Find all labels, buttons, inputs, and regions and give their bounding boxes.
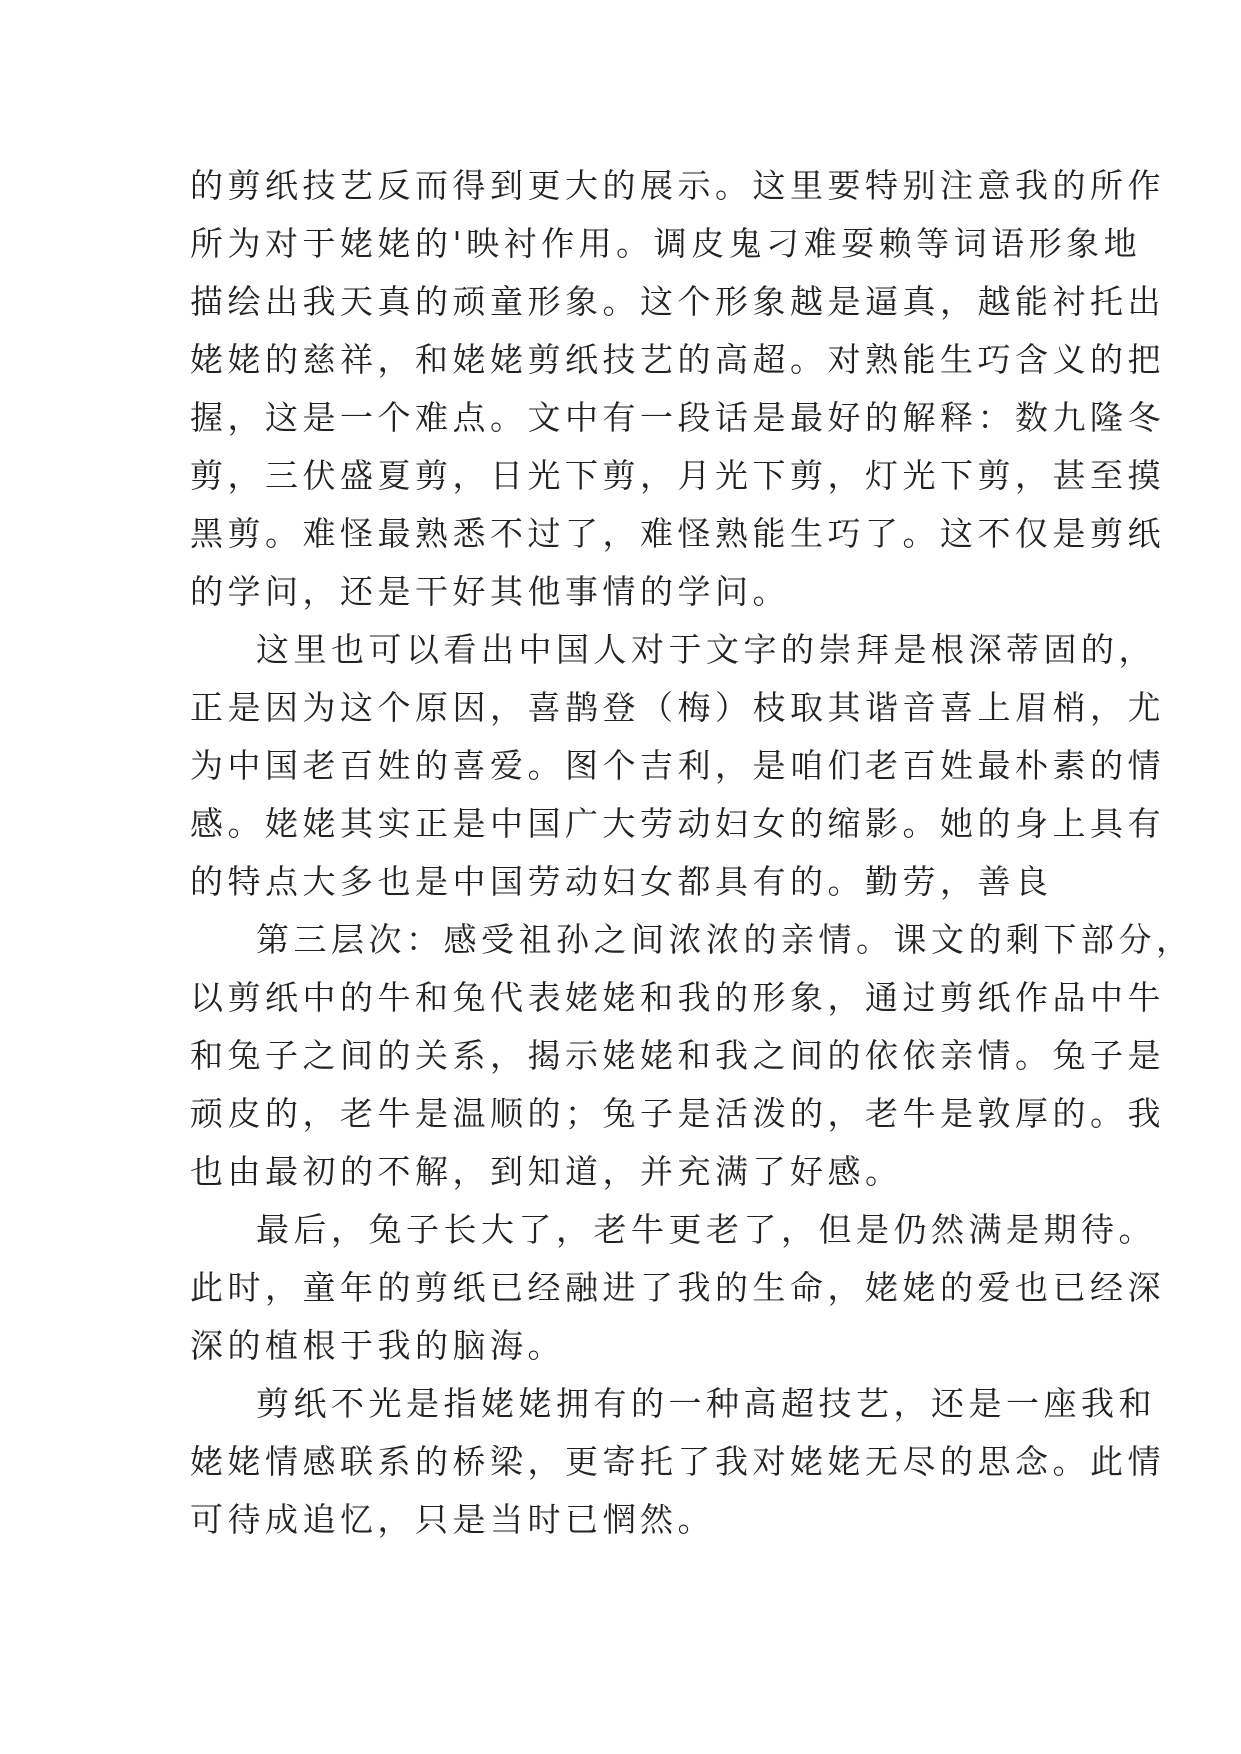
text-line: 握，这是一个难点。文中有一段话是最好的解释：数九隆冬 <box>190 398 1165 437</box>
text-line: 姥姥的慈祥，和姥姥剪纸技艺的高超。对熟能生巧含义的把 <box>190 340 1165 379</box>
text-line: 为中国老百姓的喜爱。图个吉利，是咱们老百姓最朴素的情 <box>190 746 1165 785</box>
text-line: 此时，童年的剪纸已经融进了我的生命，姥姥的爱也已经深 <box>190 1268 1165 1307</box>
paragraph-first-line: 这里也可以看出中国人对于文字的崇拜是根深蒂固的， <box>256 630 1156 669</box>
text-line: 正是因为这个原因，喜鹊登（梅）枝取其谐音喜上眉梢，尤 <box>190 688 1165 727</box>
text-line: 深的植根于我的脑海。 <box>190 1326 565 1365</box>
text-line: 所为对于姥姥的'映衬作用。调皮鬼刁难耍赖等词语形象地 <box>190 224 1142 263</box>
text-line: 描绘出我天真的顽童形象。这个形象越是逼真，越能衬托出 <box>190 282 1165 321</box>
text-line: 顽皮的，老牛是温顺的；兔子是活泼的，老牛是敦厚的。我 <box>190 1094 1165 1133</box>
paragraph-first-line: 第三层次：感受祖孙之间浓浓的亲情。课文的剩下部分， <box>256 920 1194 959</box>
text-line: 姥姥情感联系的桥梁，更寄托了我对姥姥无尽的思念。此情 <box>190 1442 1165 1481</box>
text-line: 也由最初的不解，到知道，并充满了好感。 <box>190 1152 903 1191</box>
text-line: 的剪纸技艺反而得到更大的展示。这里要特别注意我的所作 <box>190 166 1165 205</box>
text-line: 可待成追忆，只是当时已惘然。 <box>190 1500 715 1539</box>
text-line: 黑剪。难怪最熟悉不过了，难怪熟能生巧了。这不仅是剪纸 <box>190 514 1165 553</box>
text-line: 和兔子之间的关系，揭示姥姥和我之间的依依亲情。兔子是 <box>190 1036 1165 1075</box>
text-line: 感。姥姥其实正是中国广大劳动妇女的缩影。她的身上具有 <box>190 804 1165 843</box>
paragraph-first-line: 最后，兔子长大了，老牛更老了，但是仍然满是期待。 <box>256 1210 1156 1249</box>
paragraph-first-line: 剪纸不光是指姥姥拥有的一种高超技艺，还是一座我和 <box>256 1384 1156 1423</box>
text-line: 的特点大多也是中国劳动妇女都具有的。勤劳，善良 <box>190 862 1053 901</box>
text-line: 的学问，还是干好其他事情的学问。 <box>190 572 790 611</box>
text-line: 以剪纸中的牛和兔代表姥姥和我的形象，通过剪纸作品中牛 <box>190 978 1165 1017</box>
text-line: 剪，三伏盛夏剪，日光下剪，月光下剪，灯光下剪，甚至摸 <box>190 456 1165 495</box>
body-text <box>190 157 1194 1549</box>
